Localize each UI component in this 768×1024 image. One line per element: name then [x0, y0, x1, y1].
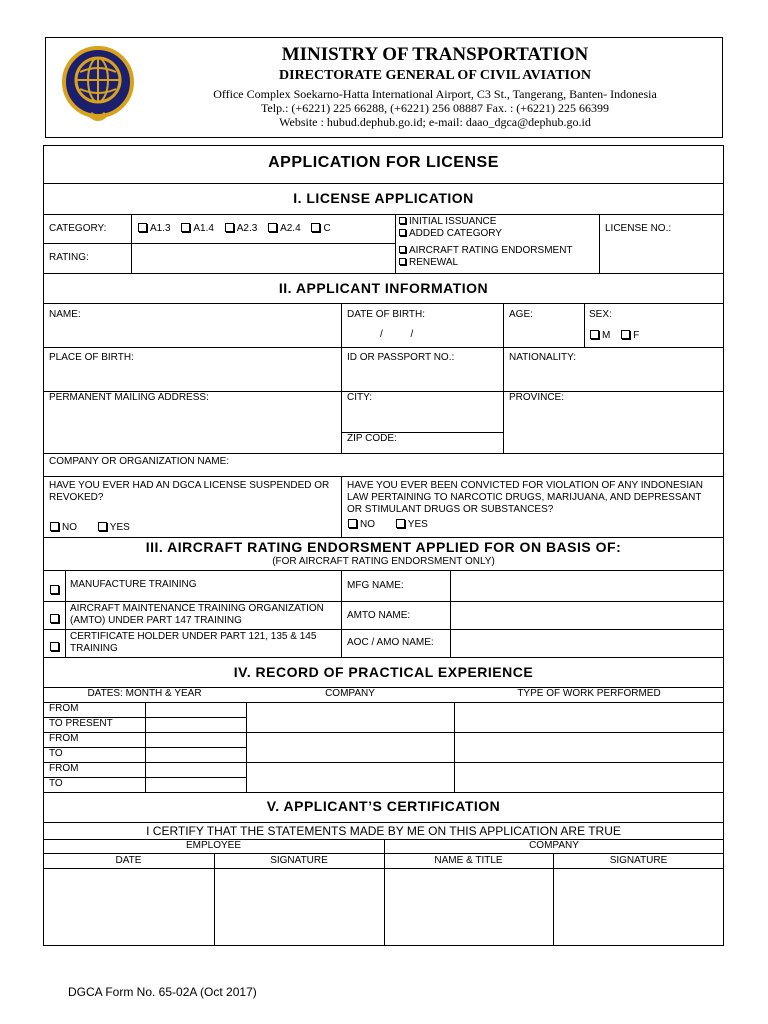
id-passport-label: ID OR PASSPORT NO.:: [347, 352, 455, 363]
employee-header: EMPLOYEE: [185, 840, 242, 851]
certificate-holder-checkbox[interactable]: [50, 637, 62, 655]
company-signature-field[interactable]: [554, 869, 723, 945]
name-label: NAME:: [49, 309, 81, 320]
experience-row-from-1: FROM: [49, 703, 79, 714]
category-options: [138, 223, 396, 235]
manufacture-training-checkbox[interactable]: [50, 580, 62, 598]
suspended-no-checkbox[interactable]: NO: [50, 522, 77, 533]
amto-training-checkbox[interactable]: [50, 609, 62, 627]
sex-options: [590, 330, 639, 342]
rating-field[interactable]: [132, 244, 395, 273]
category-a24-checkbox[interactable]: A2.4: [268, 223, 301, 234]
aircraft-rating-endorsment-checkbox[interactable]: AIRCRAFT RATING ENDORSMENT: [399, 245, 599, 257]
employee-signature-header: SIGNATURE: [270, 855, 328, 866]
category-label: CATEGORY:: [49, 223, 107, 234]
dob-field[interactable]: / /: [380, 329, 414, 340]
section-4-title: IV. RECORD OF PRACTICAL EXPERIENCE: [233, 664, 534, 680]
mailing-address-label: PERMANENT MAILING ADDRESS:: [49, 392, 209, 403]
directorate-title: DIRECTORATE GENERAL OF CIVIL AVIATION: [279, 68, 591, 83]
convicted-no-checkbox[interactable]: NO: [348, 519, 375, 530]
mfg-name-field[interactable]: [451, 571, 723, 601]
experience-row-to-3: TO: [49, 778, 63, 789]
phone-fax: Telp.: (+6221) 225 66288, (+6221) 256 08887 Fax. : (+6221) 225 66399: [260, 101, 610, 115]
employee-signature-field[interactable]: [215, 869, 384, 945]
name-title-field[interactable]: [385, 869, 553, 945]
amto-training-label: AIRCRAFT MAINTENANCE TRAINING ORGANIZATION (AMTO) UNDER PART 147 TRAINING: [70, 603, 324, 626]
age-label: AGE:: [509, 309, 533, 320]
dgca-logo: [60, 42, 136, 130]
license-no-label: LICENSE NO.:: [605, 223, 672, 234]
rating-label: RATING:: [49, 252, 89, 263]
experience-row-from-3: FROM: [49, 763, 79, 774]
suspended-options: [50, 522, 130, 534]
category-a14-checkbox[interactable]: A1.4: [181, 223, 214, 234]
section-3-title: III. AIRCRAFT RATING ENDORSMENT APPLIED FOR ON BASIS OF:: [145, 539, 622, 555]
date-field[interactable]: [44, 869, 214, 945]
experience-row-to-present: TO PRESENT: [49, 718, 113, 729]
suspended-yes-checkbox[interactable]: YES: [98, 522, 130, 533]
aoc-amo-name-field[interactable]: [451, 630, 723, 657]
section-5-title: V. APPLICANT’S CERTIFICATION: [266, 798, 501, 814]
col-company-header: COMPANY: [325, 688, 375, 699]
section-1-title: I. LICENSE APPLICATION: [293, 190, 474, 206]
category-a13-checkbox[interactable]: A1.3: [138, 223, 171, 234]
sex-label: SEX:: [589, 309, 612, 320]
city-label: CITY:: [347, 392, 373, 403]
manufacture-training-label: MANUFACTURE TRAINING: [70, 579, 197, 590]
license-no-field[interactable]: [600, 236, 723, 273]
amto-name-label: AMTO NAME:: [347, 610, 411, 621]
col-work-header: TYPE OF WORK PERFORMED: [517, 688, 661, 699]
office-address: Office Complex Soekarno-Hatta International Airport, C3 St., Tangerang, Banten- Indonesia: [213, 87, 657, 101]
initial-issuance-checkbox[interactable]: INITIAL ISSUANCE: [399, 216, 599, 228]
company-name-label: COMPANY OR ORGANIZATION NAME:: [49, 456, 230, 467]
experience-row-to-2: TO: [49, 748, 63, 759]
added-category-checkbox[interactable]: ADDED CATEGORY: [399, 228, 599, 240]
convicted-question: HAVE YOU EVER BEEN CONVICTED FOR VIOLATION OF ANY INDONESIAN LAW PERTAINING TO NARCOTIC DRUGS, MARIJUANA, AND DEPRESSANT OR STIMULANT DRUGS OR SUBSTANCES?: [347, 480, 703, 515]
website-email: Website : hubud.dephub.go.id; e-mail: daao_dgca@dephub.go.id: [279, 115, 591, 129]
zip-code-label: ZIP CODE:: [347, 433, 397, 444]
nationality-label: NATIONALITY:: [509, 352, 577, 363]
mfg-name-label: MFG NAME:: [347, 580, 404, 591]
company-signature-header: SIGNATURE: [609, 855, 668, 866]
company-header: COMPANY: [529, 840, 579, 851]
experience-row-from-2: FROM: [49, 733, 79, 744]
ministry-title: MINISTRY OF TRANSPORTATION: [281, 44, 589, 65]
col-dates-header: DATES: MONTH & YEAR: [87, 688, 202, 699]
amto-name-field[interactable]: [451, 602, 723, 629]
certificate-holder-label: CERTIFICATE HOLDER UNDER PART 121, 135 & 145 TRAINING: [70, 631, 317, 654]
renewal-checkbox[interactable]: RENEWAL: [399, 257, 599, 269]
province-label: PROVINCE:: [509, 392, 565, 403]
suspended-question: HAVE YOU EVER HAD AN DGCA LICENSE SUSPENDED OR REVOKED?: [49, 480, 330, 503]
dob-label: DATE OF BIRTH:: [347, 309, 425, 320]
name-field[interactable]: [44, 322, 340, 346]
certification-statement: I CERTIFY THAT THE STATEMENTS MADE BY ME ON THIS APPLICATION ARE TRUE: [146, 824, 621, 838]
application-type-options: [399, 216, 599, 269]
place-of-birth-label: PLACE OF BIRTH:: [49, 352, 134, 363]
form-number: DGCA Form No. 65-02A (Oct 2017): [68, 985, 257, 999]
section-3-subtitle: (FOR AIRCRAFT RATING ENDORSMENT ONLY): [272, 556, 495, 567]
aoc-amo-name-label: AOC / AMO NAME:: [347, 637, 434, 648]
convicted-yes-checkbox[interactable]: YES: [396, 519, 428, 530]
convicted-options: [348, 519, 428, 531]
sex-f-checkbox[interactable]: F: [621, 330, 639, 341]
form-title: APPLICATION FOR LICENSE: [268, 154, 499, 171]
section-2-title: II. APPLICANT INFORMATION: [278, 280, 489, 296]
date-header: DATE: [115, 855, 142, 866]
sex-m-checkbox[interactable]: M: [590, 330, 610, 341]
category-a23-checkbox[interactable]: A2.3: [225, 223, 258, 234]
name-title-header: NAME & TITLE: [434, 855, 503, 866]
category-c-checkbox[interactable]: C: [311, 223, 330, 234]
